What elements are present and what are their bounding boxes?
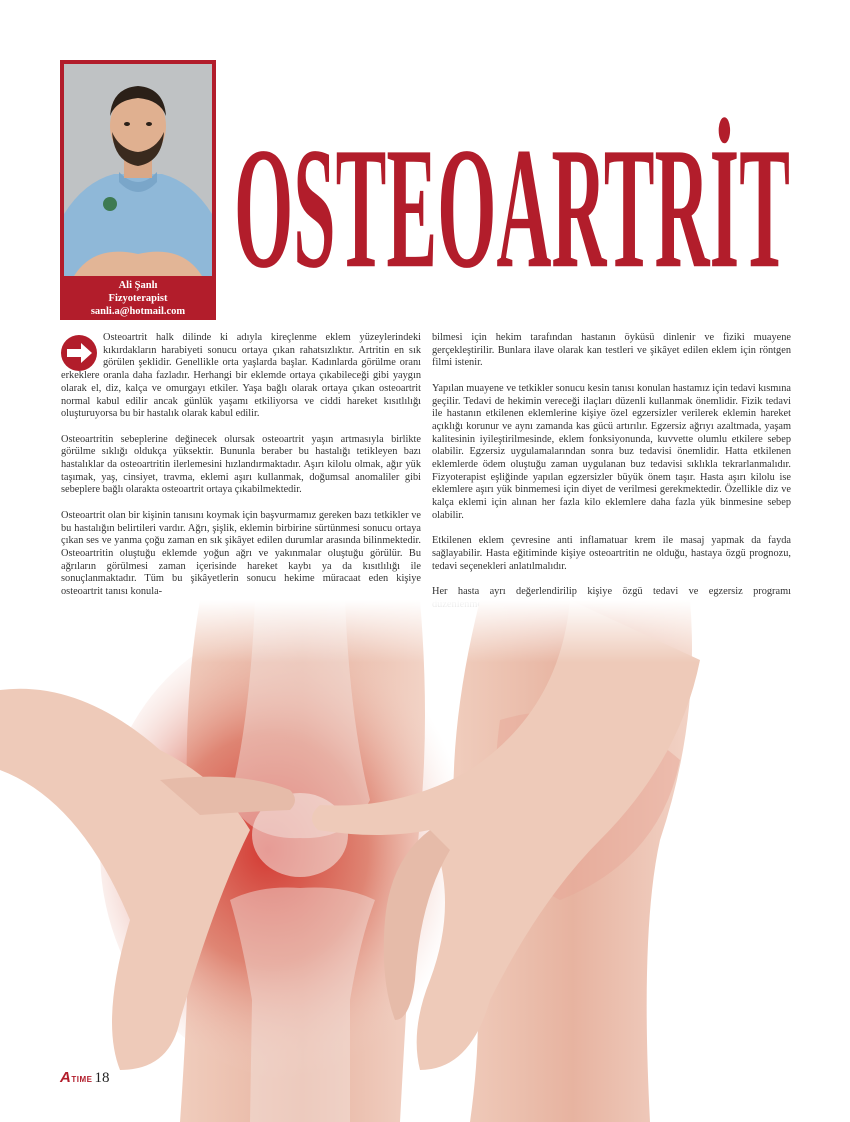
author-name: Ali Şanlı bbox=[118, 280, 158, 291]
paragraph-intro bbox=[61, 332, 421, 421]
paragraph-exam: bilmesi için hekim tarafından hastanın öyküsü dinlenir ve fiziki muayene gerçekleştirilir. Bunlara ilave olarak kan testleri ve şikâyet edilen eklem için röntgen filmi istenir. bbox=[432, 332, 791, 369]
logo-initial: A bbox=[60, 1069, 72, 1086]
paragraph-treatment: Yapılan muayene ve tetkikler sonucu kesin tanısı konulan hastamız için tedavi kısmına geçilir. Tedavi de hekimin vereceği ilaçları düzenli kullanmak önemlidir. Fizik tedavi ile hastanın etkilenen eklemlerine kişiye özel egzersizler verilerek eklemin hareket açıklığı korunur ve aynı zamanda kas gücü artırılır. Egzersiz ağrıyı azaltmada, yaşam kalitesinin iyileştirilmesinde, eklem fonksiyonunda, kuvvette olumlu etkilere sebep olabilir. Egzersiz uygulamalarından sonra buz tedavisi önemlidir. Hatta etkilenen eklemlerde ödem oluştuğu zaman uygulanan buz tedavisi sıklıkla tekrarlanmalıdır. Fizyoterapist eşliğinde yapılan egzersizler büyük önem taşır. Hasta aşırı kilolu ise eklemlere aşırı yük binmemesi için diyet de verilmesi gerekmektedir. Özellikle diz ve kalça eklemi için alınan her fazla kilo eklemlere daha fazla yük binmesine sebep olabilir. bbox=[432, 382, 791, 521]
author-card bbox=[60, 60, 216, 320]
paragraph-causes: Osteoartritin sebeplerine değinecek olursak osteoartrit yaşın artmasıyla birlikte görülme sıklığı oldukça yüksektir. Bununla beraber bu hastalığı tetikleyen bazı hastalıklar da osteoartritin ilerlemesini hızlandırmaktadır. Aşırı kilolu olmak, ağır yük taşımak, yaş, cinsiyet, travma, eklemi aşırı kullanmak, doğumsal anomaliler gibi sebeplere bağlı olarakta osteoartrit ortaya çıkabilmektedir. bbox=[61, 433, 421, 496]
body-column-right bbox=[432, 332, 791, 624]
magazine-logo bbox=[60, 1069, 92, 1086]
paragraph-massage: Etkilenen eklem çevresine anti inflamatuar krem ile masaj yapmak da fayda sağlayabilir. Hasta eğitiminde kişiye osteoartritin ne olduğu, hastaya özgü prognozu, tedavi seçenekleri anlatılmalıdır. bbox=[432, 535, 791, 572]
body-column-left bbox=[61, 332, 421, 611]
page-title bbox=[232, 94, 792, 304]
author-role: Fizyoterapist bbox=[108, 293, 168, 304]
author-photo bbox=[64, 64, 212, 276]
author-email[interactable]: sanli.a@hotmail.com bbox=[90, 306, 186, 317]
knee-illustration bbox=[0, 600, 850, 1122]
logo-text: TIME bbox=[71, 1075, 93, 1084]
footer bbox=[60, 1066, 109, 1086]
arrow-space bbox=[61, 332, 103, 370]
author-info bbox=[64, 276, 212, 318]
paragraph-diagnosis: Osteoartrit olan bir kişinin tanısını koymak için başvurmamız gereken bazı tetkikler ve bu hastalığın belirtileri vardır. Ağrı, şişlik, eklemin birbirine sürtünmesi sonucu ortaya çıkan ses ve yanma çoğu zaman en sık şikâyet edilen durumlar arasında bilinmektedir. Osteoartritin oluştuğu eklemde yoğun ağrı ve yakınmalar oluştuğu görülür. Bu ağrıların görülmesi zaman içerisinde hareket kaybı ya da kısıtlılığı ile sonuçlanmaktadır. Tüm bu şikâyetlerin sonucu hekime müracaat eden kişiye osteoartrit tanısı konula- bbox=[61, 509, 421, 598]
paragraph-intro-text: Osteoartrit halk dilinde ki adıyla kireçlenme eklem yüzeylerindeki kıkırdakların harabiyeti sonucu ortaya çıkan rahatsızlıktır. Artritin en sık görülen şeklidir. Genellikle orta yaşlarda başlar. Kadınlarda görülme oranı erkeklere oranla daha fazladır. Herhangi bir eklemde ortaya çıkabileceği gibi yaygın olarak el, diz, kalça ve omurgayı etkiler. Yaşa bağlı olarak ortaya çıkan osteoartrit normal kabul edilir ancak günlük yaşamı etkiliyorsa ve ciddi hareket kısıtlılığı oluşturuyorsa bu bir hastalık olarak kabul edilir. bbox=[61, 332, 421, 420]
paragraph-conclusion: Her hasta ayrı değerlendirilip kişiye özgü tedavi ve egzersiz programı bbox=[432, 586, 791, 598]
page-number: 18 bbox=[94, 1070, 110, 1086]
page-title-text: OSTEOARTRİT bbox=[233, 111, 790, 304]
